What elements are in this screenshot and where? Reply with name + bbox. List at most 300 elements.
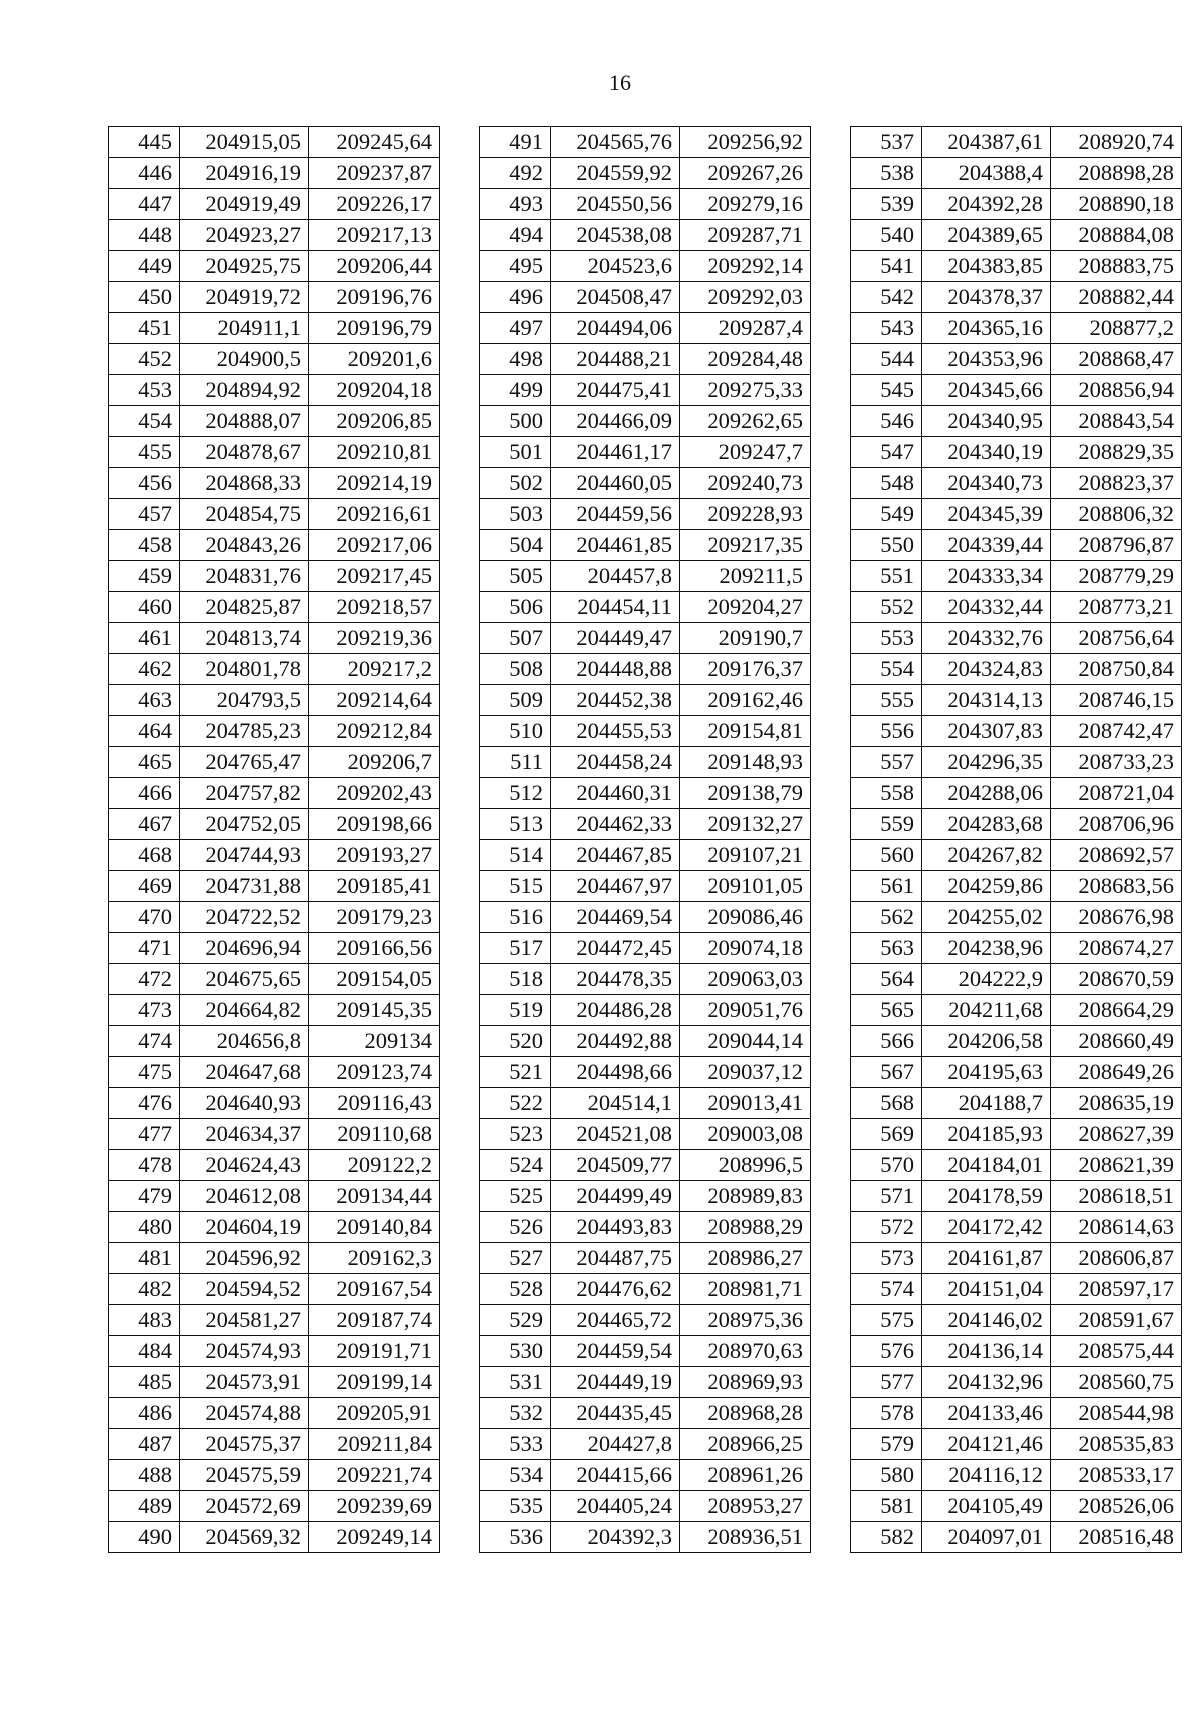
table-row <box>851 437 1182 468</box>
y-coordinate-cell: 209287,4 <box>680 313 811 344</box>
point-number-cell: 557 <box>851 747 922 778</box>
x-coordinate-cell: 204624,43 <box>180 1150 309 1181</box>
table-row <box>109 1119 440 1150</box>
x-coordinate-cell: 204793,5 <box>180 685 309 716</box>
table-row <box>851 1088 1182 1119</box>
point-number-cell: 541 <box>851 251 922 282</box>
y-coordinate-cell: 209221,74 <box>309 1460 440 1491</box>
table-row <box>109 158 440 189</box>
point-number-cell: 453 <box>109 375 180 406</box>
y-coordinate-cell: 208996,5 <box>680 1150 811 1181</box>
point-number-cell: 464 <box>109 716 180 747</box>
y-coordinate-cell: 208779,29 <box>1051 561 1182 592</box>
x-coordinate-cell: 204475,41 <box>551 375 680 406</box>
point-number-cell: 535 <box>480 1491 551 1522</box>
y-coordinate-cell: 209217,45 <box>309 561 440 592</box>
y-coordinate-cell: 209216,61 <box>309 499 440 530</box>
x-coordinate-cell: 204188,7 <box>922 1088 1051 1119</box>
x-coordinate-cell: 204472,45 <box>551 933 680 964</box>
x-coordinate-cell: 204575,37 <box>180 1429 309 1460</box>
y-coordinate-cell: 209267,26 <box>680 158 811 189</box>
x-coordinate-cell: 204462,33 <box>551 809 680 840</box>
table-row <box>109 1088 440 1119</box>
table-row <box>851 375 1182 406</box>
x-coordinate-cell: 204378,37 <box>922 282 1051 313</box>
point-number-cell: 563 <box>851 933 922 964</box>
x-coordinate-cell: 204449,47 <box>551 623 680 654</box>
point-number-cell: 503 <box>480 499 551 530</box>
point-number-cell: 478 <box>109 1150 180 1181</box>
point-number-cell: 560 <box>851 840 922 871</box>
table-row <box>851 809 1182 840</box>
point-number-cell: 571 <box>851 1181 922 1212</box>
y-coordinate-cell: 208936,51 <box>680 1522 811 1553</box>
point-number-cell: 537 <box>851 127 922 158</box>
table-row <box>851 344 1182 375</box>
table-row <box>851 530 1182 561</box>
table-row <box>480 623 811 654</box>
y-coordinate-cell: 208516,48 <box>1051 1522 1182 1553</box>
point-number-cell: 531 <box>480 1367 551 1398</box>
x-coordinate-cell: 204916,19 <box>180 158 309 189</box>
point-number-cell: 489 <box>109 1491 180 1522</box>
y-coordinate-cell: 209204,27 <box>680 592 811 623</box>
y-coordinate-cell: 209217,35 <box>680 530 811 561</box>
table-row <box>480 1181 811 1212</box>
table-row <box>480 1243 811 1274</box>
y-coordinate-cell: 209292,14 <box>680 251 811 282</box>
table-row <box>109 1336 440 1367</box>
y-coordinate-cell: 208660,49 <box>1051 1026 1182 1057</box>
x-coordinate-cell: 204259,86 <box>922 871 1051 902</box>
y-coordinate-cell: 209123,74 <box>309 1057 440 1088</box>
y-coordinate-cell: 208920,74 <box>1051 127 1182 158</box>
point-number-cell: 580 <box>851 1460 922 1491</box>
point-number-cell: 506 <box>480 592 551 623</box>
table-row <box>109 902 440 933</box>
y-coordinate-cell: 209110,68 <box>309 1119 440 1150</box>
x-coordinate-cell: 204894,92 <box>180 375 309 406</box>
y-coordinate-cell: 208560,75 <box>1051 1367 1182 1398</box>
x-coordinate-cell: 204449,19 <box>551 1367 680 1398</box>
y-coordinate-cell: 208970,63 <box>680 1336 811 1367</box>
point-number-cell: 500 <box>480 406 551 437</box>
table-row <box>851 747 1182 778</box>
point-number-cell: 561 <box>851 871 922 902</box>
point-number-cell: 551 <box>851 561 922 592</box>
table-row <box>480 1491 811 1522</box>
table-row <box>109 344 440 375</box>
table-row <box>851 1181 1182 1212</box>
point-number-cell: 539 <box>851 189 922 220</box>
x-coordinate-cell: 204324,83 <box>922 654 1051 685</box>
table-row <box>109 1243 440 1274</box>
table-row <box>109 995 440 1026</box>
x-coordinate-cell: 204604,19 <box>180 1212 309 1243</box>
point-number-cell: 448 <box>109 220 180 251</box>
point-number-cell: 572 <box>851 1212 922 1243</box>
y-coordinate-cell: 209162,46 <box>680 685 811 716</box>
x-coordinate-cell: 204178,59 <box>922 1181 1051 1212</box>
table-row <box>851 654 1182 685</box>
table-row <box>851 561 1182 592</box>
x-coordinate-cell: 204514,1 <box>551 1088 680 1119</box>
y-coordinate-cell: 208968,28 <box>680 1398 811 1429</box>
y-coordinate-cell: 209205,91 <box>309 1398 440 1429</box>
x-coordinate-cell: 204136,14 <box>922 1336 1051 1367</box>
x-coordinate-cell: 204843,26 <box>180 530 309 561</box>
x-coordinate-cell: 204911,1 <box>180 313 309 344</box>
y-coordinate-cell: 208746,15 <box>1051 685 1182 716</box>
point-number-cell: 476 <box>109 1088 180 1119</box>
table-row <box>480 561 811 592</box>
y-coordinate-cell: 209292,03 <box>680 282 811 313</box>
table-row <box>851 1119 1182 1150</box>
x-coordinate-cell: 204314,13 <box>922 685 1051 716</box>
table-row <box>109 1181 440 1212</box>
table-row <box>851 406 1182 437</box>
table-row <box>480 251 811 282</box>
point-number-cell: 456 <box>109 468 180 499</box>
table-row <box>851 1429 1182 1460</box>
y-coordinate-cell: 209193,27 <box>309 840 440 871</box>
table-row <box>109 561 440 592</box>
x-coordinate-cell: 204509,77 <box>551 1150 680 1181</box>
point-number-cell: 473 <box>109 995 180 1026</box>
x-coordinate-cell: 204345,39 <box>922 499 1051 530</box>
y-coordinate-cell: 209132,27 <box>680 809 811 840</box>
y-coordinate-cell: 208750,84 <box>1051 654 1182 685</box>
x-coordinate-cell: 204184,01 <box>922 1150 1051 1181</box>
table-row <box>480 1212 811 1243</box>
table-row <box>109 282 440 313</box>
point-number-cell: 461 <box>109 623 180 654</box>
table-row <box>109 437 440 468</box>
y-coordinate-cell: 208614,63 <box>1051 1212 1182 1243</box>
point-number-cell: 486 <box>109 1398 180 1429</box>
y-coordinate-cell: 208773,21 <box>1051 592 1182 623</box>
table-row <box>480 1026 811 1057</box>
point-number-cell: 574 <box>851 1274 922 1305</box>
point-number-cell: 458 <box>109 530 180 561</box>
table-row <box>109 778 440 809</box>
x-coordinate-cell: 204151,04 <box>922 1274 1051 1305</box>
point-number-cell: 536 <box>480 1522 551 1553</box>
y-coordinate-cell: 208742,47 <box>1051 716 1182 747</box>
y-coordinate-cell: 208635,19 <box>1051 1088 1182 1119</box>
x-coordinate-cell: 204801,78 <box>180 654 309 685</box>
table-row <box>480 530 811 561</box>
point-number-cell: 465 <box>109 747 180 778</box>
x-coordinate-cell: 204493,83 <box>551 1212 680 1243</box>
x-coordinate-cell: 204487,75 <box>551 1243 680 1274</box>
x-coordinate-cell: 204132,96 <box>922 1367 1051 1398</box>
x-coordinate-cell: 204499,49 <box>551 1181 680 1212</box>
table-row <box>480 902 811 933</box>
x-coordinate-cell: 204121,46 <box>922 1429 1051 1460</box>
y-coordinate-cell: 209217,13 <box>309 220 440 251</box>
y-coordinate-cell: 209199,14 <box>309 1367 440 1398</box>
table-row <box>851 189 1182 220</box>
point-number-cell: 452 <box>109 344 180 375</box>
table-row <box>109 1212 440 1243</box>
y-coordinate-cell: 209063,03 <box>680 964 811 995</box>
table-row <box>109 1367 440 1398</box>
y-coordinate-cell: 209206,85 <box>309 406 440 437</box>
point-number-cell: 498 <box>480 344 551 375</box>
point-number-cell: 504 <box>480 530 551 561</box>
point-number-cell: 447 <box>109 189 180 220</box>
point-number-cell: 474 <box>109 1026 180 1057</box>
point-number-cell: 550 <box>851 530 922 561</box>
x-coordinate-cell: 204831,76 <box>180 561 309 592</box>
x-coordinate-cell: 204785,23 <box>180 716 309 747</box>
y-coordinate-cell: 209044,14 <box>680 1026 811 1057</box>
point-number-cell: 446 <box>109 158 180 189</box>
table-row <box>480 282 811 313</box>
table-row <box>851 995 1182 1026</box>
point-number-cell: 449 <box>109 251 180 282</box>
x-coordinate-cell: 204757,82 <box>180 778 309 809</box>
x-coordinate-cell: 204345,66 <box>922 375 1051 406</box>
y-coordinate-cell: 209212,84 <box>309 716 440 747</box>
y-coordinate-cell: 209239,69 <box>309 1491 440 1522</box>
y-coordinate-cell: 209196,76 <box>309 282 440 313</box>
table-row <box>109 1398 440 1429</box>
point-number-cell: 577 <box>851 1367 922 1398</box>
x-coordinate-cell: 204925,75 <box>180 251 309 282</box>
x-coordinate-cell: 204565,76 <box>551 127 680 158</box>
point-number-cell: 556 <box>851 716 922 747</box>
point-number-cell: 481 <box>109 1243 180 1274</box>
point-number-cell: 527 <box>480 1243 551 1274</box>
point-number-cell: 532 <box>480 1398 551 1429</box>
point-number-cell: 517 <box>480 933 551 964</box>
point-number-cell: 579 <box>851 1429 922 1460</box>
x-coordinate-cell: 204538,08 <box>551 220 680 251</box>
point-number-cell: 576 <box>851 1336 922 1367</box>
y-coordinate-cell: 209214,19 <box>309 468 440 499</box>
y-coordinate-cell: 208953,27 <box>680 1491 811 1522</box>
point-number-cell: 512 <box>480 778 551 809</box>
table-row <box>851 871 1182 902</box>
x-coordinate-cell: 204813,74 <box>180 623 309 654</box>
x-coordinate-cell: 204634,37 <box>180 1119 309 1150</box>
point-number-cell: 521 <box>480 1057 551 1088</box>
y-coordinate-cell: 208535,83 <box>1051 1429 1182 1460</box>
point-number-cell: 581 <box>851 1491 922 1522</box>
x-coordinate-cell: 204296,35 <box>922 747 1051 778</box>
y-coordinate-cell: 208621,39 <box>1051 1150 1182 1181</box>
table-row <box>851 592 1182 623</box>
y-coordinate-cell: 209201,6 <box>309 344 440 375</box>
x-coordinate-cell: 204340,95 <box>922 406 1051 437</box>
point-number-cell: 483 <box>109 1305 180 1336</box>
y-coordinate-cell: 209037,12 <box>680 1057 811 1088</box>
x-coordinate-cell: 204900,5 <box>180 344 309 375</box>
y-coordinate-cell: 208966,25 <box>680 1429 811 1460</box>
x-coordinate-cell: 204333,34 <box>922 561 1051 592</box>
x-coordinate-cell: 204206,58 <box>922 1026 1051 1057</box>
point-number-cell: 534 <box>480 1460 551 1491</box>
y-coordinate-cell: 208988,29 <box>680 1212 811 1243</box>
y-coordinate-cell: 209134 <box>309 1026 440 1057</box>
y-coordinate-cell: 209218,57 <box>309 592 440 623</box>
point-number-cell: 459 <box>109 561 180 592</box>
table-row <box>480 685 811 716</box>
y-coordinate-cell: 209003,08 <box>680 1119 811 1150</box>
x-coordinate-cell: 204825,87 <box>180 592 309 623</box>
y-coordinate-cell: 209206,7 <box>309 747 440 778</box>
table-row <box>109 623 440 654</box>
y-coordinate-cell: 208981,71 <box>680 1274 811 1305</box>
y-coordinate-cell: 208733,23 <box>1051 747 1182 778</box>
x-coordinate-cell: 204559,92 <box>551 158 680 189</box>
x-coordinate-cell: 204365,16 <box>922 313 1051 344</box>
point-number-cell: 559 <box>851 809 922 840</box>
y-coordinate-cell: 209219,36 <box>309 623 440 654</box>
x-coordinate-cell: 204550,56 <box>551 189 680 220</box>
table-row <box>851 964 1182 995</box>
point-number-cell: 488 <box>109 1460 180 1491</box>
table-row <box>109 1305 440 1336</box>
point-number-cell: 540 <box>851 220 922 251</box>
table-row <box>480 716 811 747</box>
x-coordinate-cell: 204387,61 <box>922 127 1051 158</box>
x-coordinate-cell: 204452,38 <box>551 685 680 716</box>
y-coordinate-cell: 209237,87 <box>309 158 440 189</box>
point-number-cell: 471 <box>109 933 180 964</box>
y-coordinate-cell: 208796,87 <box>1051 530 1182 561</box>
y-coordinate-cell: 208884,08 <box>1051 220 1182 251</box>
table-row <box>480 1367 811 1398</box>
table-row <box>109 685 440 716</box>
table-row <box>480 220 811 251</box>
point-number-cell: 445 <box>109 127 180 158</box>
y-coordinate-cell: 209206,44 <box>309 251 440 282</box>
point-number-cell: 468 <box>109 840 180 871</box>
y-coordinate-cell: 209140,84 <box>309 1212 440 1243</box>
y-coordinate-cell: 209167,54 <box>309 1274 440 1305</box>
x-coordinate-cell: 204476,62 <box>551 1274 680 1305</box>
x-coordinate-cell: 204919,49 <box>180 189 309 220</box>
x-coordinate-cell: 204133,46 <box>922 1398 1051 1429</box>
x-coordinate-cell: 204389,65 <box>922 220 1051 251</box>
y-coordinate-cell: 209240,73 <box>680 468 811 499</box>
y-coordinate-cell: 209074,18 <box>680 933 811 964</box>
point-number-cell: 578 <box>851 1398 922 1429</box>
y-coordinate-cell: 208856,94 <box>1051 375 1182 406</box>
point-number-cell: 548 <box>851 468 922 499</box>
point-number-cell: 502 <box>480 468 551 499</box>
y-coordinate-cell: 208898,28 <box>1051 158 1182 189</box>
point-number-cell: 553 <box>851 623 922 654</box>
y-coordinate-cell: 208676,98 <box>1051 902 1182 933</box>
table-row <box>109 1057 440 1088</box>
point-number-cell: 482 <box>109 1274 180 1305</box>
x-coordinate-cell: 204458,24 <box>551 747 680 778</box>
point-number-cell: 450 <box>109 282 180 313</box>
x-coordinate-cell: 204415,66 <box>551 1460 680 1491</box>
x-coordinate-cell: 204146,02 <box>922 1305 1051 1336</box>
table-row <box>109 1460 440 1491</box>
x-coordinate-cell: 204460,05 <box>551 468 680 499</box>
point-number-cell: 525 <box>480 1181 551 1212</box>
point-number-cell: 472 <box>109 964 180 995</box>
point-number-cell: 487 <box>109 1429 180 1460</box>
point-number-cell: 490 <box>109 1522 180 1553</box>
x-coordinate-cell: 204731,88 <box>180 871 309 902</box>
point-number-cell: 467 <box>109 809 180 840</box>
y-coordinate-cell: 208606,87 <box>1051 1243 1182 1274</box>
y-coordinate-cell: 208706,96 <box>1051 809 1182 840</box>
y-coordinate-cell: 209279,16 <box>680 189 811 220</box>
table-row <box>851 840 1182 871</box>
y-coordinate-cell: 209179,23 <box>309 902 440 933</box>
table-row <box>480 1274 811 1305</box>
table-row <box>480 809 811 840</box>
x-coordinate-cell: 204097,01 <box>922 1522 1051 1553</box>
y-coordinate-cell: 209247,7 <box>680 437 811 468</box>
point-number-cell: 573 <box>851 1243 922 1274</box>
x-coordinate-cell: 204185,93 <box>922 1119 1051 1150</box>
table-row <box>109 251 440 282</box>
x-coordinate-cell: 204888,07 <box>180 406 309 437</box>
y-coordinate-cell: 209217,06 <box>309 530 440 561</box>
point-number-cell: 542 <box>851 282 922 313</box>
table-row <box>851 127 1182 158</box>
x-coordinate-cell: 204486,28 <box>551 995 680 1026</box>
point-number-cell: 570 <box>851 1150 922 1181</box>
y-coordinate-cell: 208533,17 <box>1051 1460 1182 1491</box>
table-row <box>480 1305 811 1336</box>
x-coordinate-cell: 204575,59 <box>180 1460 309 1491</box>
table-row <box>480 499 811 530</box>
x-coordinate-cell: 204478,35 <box>551 964 680 995</box>
table-row <box>480 1057 811 1088</box>
x-coordinate-cell: 204594,52 <box>180 1274 309 1305</box>
x-coordinate-cell: 204572,69 <box>180 1491 309 1522</box>
point-number-cell: 582 <box>851 1522 922 1553</box>
x-coordinate-cell: 204656,8 <box>180 1026 309 1057</box>
table-row <box>851 623 1182 654</box>
x-coordinate-cell: 204467,85 <box>551 840 680 871</box>
y-coordinate-cell: 209145,35 <box>309 995 440 1026</box>
x-coordinate-cell: 204435,45 <box>551 1398 680 1429</box>
point-number-cell: 495 <box>480 251 551 282</box>
point-number-cell: 469 <box>109 871 180 902</box>
table-row <box>480 995 811 1026</box>
table-row <box>109 809 440 840</box>
point-number-cell: 510 <box>480 716 551 747</box>
x-coordinate-cell: 204498,66 <box>551 1057 680 1088</box>
table-row <box>109 840 440 871</box>
point-number-cell: 562 <box>851 902 922 933</box>
y-coordinate-cell: 208961,26 <box>680 1460 811 1491</box>
x-coordinate-cell: 204455,53 <box>551 716 680 747</box>
point-number-cell: 569 <box>851 1119 922 1150</box>
point-number-cell: 549 <box>851 499 922 530</box>
x-coordinate-cell: 204222,9 <box>922 964 1051 995</box>
y-coordinate-cell: 209287,71 <box>680 220 811 251</box>
table-row <box>851 251 1182 282</box>
x-coordinate-cell: 204288,06 <box>922 778 1051 809</box>
y-coordinate-cell: 209176,37 <box>680 654 811 685</box>
y-coordinate-cell: 209262,65 <box>680 406 811 437</box>
table-row <box>109 375 440 406</box>
point-number-cell: 491 <box>480 127 551 158</box>
table-row <box>480 344 811 375</box>
